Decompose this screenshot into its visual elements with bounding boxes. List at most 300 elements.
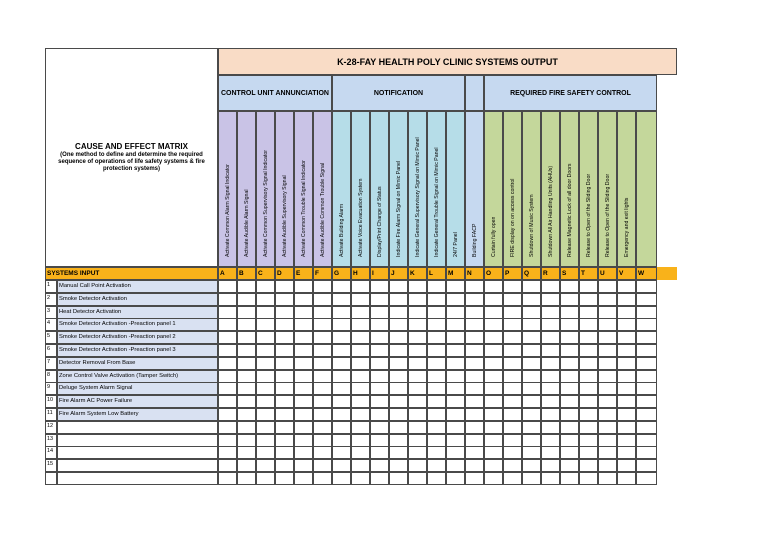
matrix-cell[interactable] bbox=[503, 459, 522, 472]
matrix-cell[interactable] bbox=[218, 459, 237, 472]
matrix-cell[interactable] bbox=[427, 395, 446, 408]
matrix-cell[interactable] bbox=[408, 434, 427, 447]
matrix-cell[interactable] bbox=[617, 344, 636, 357]
matrix-cell[interactable] bbox=[332, 382, 351, 395]
matrix-cell[interactable] bbox=[617, 280, 636, 293]
matrix-cell[interactable] bbox=[313, 472, 332, 485]
matrix-cell[interactable] bbox=[370, 459, 389, 472]
matrix-cell[interactable] bbox=[351, 459, 370, 472]
matrix-cell[interactable] bbox=[351, 331, 370, 344]
matrix-cell[interactable] bbox=[617, 318, 636, 331]
matrix-cell[interactable] bbox=[598, 280, 617, 293]
matrix-cell[interactable] bbox=[332, 357, 351, 370]
matrix-cell[interactable] bbox=[560, 318, 579, 331]
matrix-cell[interactable] bbox=[256, 395, 275, 408]
matrix-cell[interactable] bbox=[332, 459, 351, 472]
matrix-cell[interactable] bbox=[579, 280, 598, 293]
matrix-cell[interactable] bbox=[237, 459, 256, 472]
matrix-cell[interactable] bbox=[275, 395, 294, 408]
matrix-cell[interactable] bbox=[465, 408, 484, 421]
matrix-cell[interactable] bbox=[522, 446, 541, 459]
matrix-cell[interactable] bbox=[560, 446, 579, 459]
matrix-cell[interactable] bbox=[522, 293, 541, 306]
matrix-cell[interactable] bbox=[237, 344, 256, 357]
matrix-cell[interactable] bbox=[370, 280, 389, 293]
matrix-cell[interactable] bbox=[389, 382, 408, 395]
matrix-cell[interactable] bbox=[465, 280, 484, 293]
matrix-cell[interactable] bbox=[313, 344, 332, 357]
matrix-cell[interactable] bbox=[256, 344, 275, 357]
matrix-cell[interactable] bbox=[446, 421, 465, 434]
matrix-cell[interactable] bbox=[275, 408, 294, 421]
matrix-cell[interactable] bbox=[484, 421, 503, 434]
matrix-cell[interactable] bbox=[484, 395, 503, 408]
matrix-cell[interactable] bbox=[237, 395, 256, 408]
matrix-cell[interactable] bbox=[541, 459, 560, 472]
matrix-cell[interactable] bbox=[617, 382, 636, 395]
matrix-cell[interactable] bbox=[275, 382, 294, 395]
matrix-cell[interactable] bbox=[465, 357, 484, 370]
matrix-cell[interactable] bbox=[313, 293, 332, 306]
matrix-cell[interactable] bbox=[484, 306, 503, 319]
matrix-cell[interactable] bbox=[427, 293, 446, 306]
matrix-cell[interactable] bbox=[408, 472, 427, 485]
matrix-cell[interactable] bbox=[446, 395, 465, 408]
matrix-cell[interactable] bbox=[294, 331, 313, 344]
matrix-cell[interactable] bbox=[427, 434, 446, 447]
matrix-cell[interactable] bbox=[560, 370, 579, 383]
matrix-cell[interactable] bbox=[579, 318, 598, 331]
matrix-cell[interactable] bbox=[294, 446, 313, 459]
matrix-cell[interactable] bbox=[332, 318, 351, 331]
matrix-cell[interactable] bbox=[294, 395, 313, 408]
matrix-cell[interactable] bbox=[427, 357, 446, 370]
matrix-cell[interactable] bbox=[598, 434, 617, 447]
matrix-cell[interactable] bbox=[218, 331, 237, 344]
matrix-cell[interactable] bbox=[636, 434, 657, 447]
matrix-cell[interactable] bbox=[522, 331, 541, 344]
matrix-cell[interactable] bbox=[313, 318, 332, 331]
matrix-cell[interactable] bbox=[541, 370, 560, 383]
matrix-cell[interactable] bbox=[351, 395, 370, 408]
matrix-cell[interactable] bbox=[560, 306, 579, 319]
matrix-cell[interactable] bbox=[256, 357, 275, 370]
matrix-cell[interactable] bbox=[313, 370, 332, 383]
matrix-cell[interactable] bbox=[218, 446, 237, 459]
matrix-cell[interactable] bbox=[389, 472, 408, 485]
matrix-cell[interactable] bbox=[389, 306, 408, 319]
matrix-cell[interactable] bbox=[522, 370, 541, 383]
matrix-cell[interactable] bbox=[256, 331, 275, 344]
matrix-cell[interactable] bbox=[560, 357, 579, 370]
matrix-cell[interactable] bbox=[560, 331, 579, 344]
matrix-cell[interactable] bbox=[408, 318, 427, 331]
matrix-cell[interactable] bbox=[237, 306, 256, 319]
matrix-cell[interactable] bbox=[446, 331, 465, 344]
matrix-cell[interactable] bbox=[446, 434, 465, 447]
matrix-cell[interactable] bbox=[522, 382, 541, 395]
matrix-cell[interactable] bbox=[370, 395, 389, 408]
matrix-cell[interactable] bbox=[256, 306, 275, 319]
matrix-cell[interactable] bbox=[370, 306, 389, 319]
matrix-cell[interactable] bbox=[237, 293, 256, 306]
matrix-cell[interactable] bbox=[332, 370, 351, 383]
matrix-cell[interactable] bbox=[408, 395, 427, 408]
matrix-cell[interactable] bbox=[522, 459, 541, 472]
matrix-cell[interactable] bbox=[503, 344, 522, 357]
matrix-cell[interactable] bbox=[503, 408, 522, 421]
matrix-cell[interactable] bbox=[237, 472, 256, 485]
matrix-cell[interactable] bbox=[598, 472, 617, 485]
matrix-cell[interactable] bbox=[579, 370, 598, 383]
matrix-cell[interactable] bbox=[446, 459, 465, 472]
matrix-cell[interactable] bbox=[484, 318, 503, 331]
matrix-cell[interactable] bbox=[256, 408, 275, 421]
matrix-cell[interactable] bbox=[294, 293, 313, 306]
matrix-cell[interactable] bbox=[503, 293, 522, 306]
matrix-cell[interactable] bbox=[332, 293, 351, 306]
matrix-cell[interactable] bbox=[446, 280, 465, 293]
matrix-cell[interactable] bbox=[598, 331, 617, 344]
matrix-cell[interactable] bbox=[446, 472, 465, 485]
matrix-cell[interactable] bbox=[446, 382, 465, 395]
matrix-cell[interactable] bbox=[294, 459, 313, 472]
matrix-cell[interactable] bbox=[408, 459, 427, 472]
matrix-cell[interactable] bbox=[237, 318, 256, 331]
matrix-cell[interactable] bbox=[579, 344, 598, 357]
matrix-cell[interactable] bbox=[218, 370, 237, 383]
matrix-cell[interactable] bbox=[598, 318, 617, 331]
matrix-cell[interactable] bbox=[446, 293, 465, 306]
matrix-cell[interactable] bbox=[332, 421, 351, 434]
matrix-cell[interactable] bbox=[465, 382, 484, 395]
matrix-cell[interactable] bbox=[465, 395, 484, 408]
matrix-cell[interactable] bbox=[218, 395, 237, 408]
matrix-cell[interactable] bbox=[294, 318, 313, 331]
matrix-cell[interactable] bbox=[636, 293, 657, 306]
matrix-cell[interactable] bbox=[256, 370, 275, 383]
matrix-cell[interactable] bbox=[389, 395, 408, 408]
matrix-cell[interactable] bbox=[370, 318, 389, 331]
matrix-cell[interactable] bbox=[560, 395, 579, 408]
matrix-cell[interactable] bbox=[579, 331, 598, 344]
matrix-cell[interactable] bbox=[389, 318, 408, 331]
matrix-cell[interactable] bbox=[598, 421, 617, 434]
matrix-cell[interactable] bbox=[332, 446, 351, 459]
matrix-cell[interactable] bbox=[636, 446, 657, 459]
matrix-cell[interactable] bbox=[617, 459, 636, 472]
matrix-cell[interactable] bbox=[465, 459, 484, 472]
matrix-cell[interactable] bbox=[427, 408, 446, 421]
matrix-cell[interactable] bbox=[522, 408, 541, 421]
matrix-cell[interactable] bbox=[465, 370, 484, 383]
matrix-cell[interactable] bbox=[484, 370, 503, 383]
matrix-cell[interactable] bbox=[560, 434, 579, 447]
matrix-cell[interactable] bbox=[256, 434, 275, 447]
matrix-cell[interactable] bbox=[218, 408, 237, 421]
matrix-cell[interactable] bbox=[636, 370, 657, 383]
matrix-cell[interactable] bbox=[617, 395, 636, 408]
matrix-cell[interactable] bbox=[446, 446, 465, 459]
matrix-cell[interactable] bbox=[617, 434, 636, 447]
matrix-cell[interactable] bbox=[218, 434, 237, 447]
matrix-cell[interactable] bbox=[598, 306, 617, 319]
matrix-cell[interactable] bbox=[617, 446, 636, 459]
matrix-cell[interactable] bbox=[579, 421, 598, 434]
matrix-cell[interactable] bbox=[351, 306, 370, 319]
matrix-cell[interactable] bbox=[484, 293, 503, 306]
matrix-cell[interactable] bbox=[389, 331, 408, 344]
matrix-cell[interactable] bbox=[427, 370, 446, 383]
matrix-cell[interactable] bbox=[427, 318, 446, 331]
matrix-cell[interactable] bbox=[351, 421, 370, 434]
matrix-cell[interactable] bbox=[465, 472, 484, 485]
matrix-cell[interactable] bbox=[408, 446, 427, 459]
matrix-cell[interactable] bbox=[598, 395, 617, 408]
matrix-cell[interactable] bbox=[218, 421, 237, 434]
matrix-cell[interactable] bbox=[503, 370, 522, 383]
matrix-cell[interactable] bbox=[465, 318, 484, 331]
matrix-cell[interactable] bbox=[427, 459, 446, 472]
matrix-cell[interactable] bbox=[313, 306, 332, 319]
matrix-cell[interactable] bbox=[522, 421, 541, 434]
matrix-cell[interactable] bbox=[294, 357, 313, 370]
matrix-cell[interactable] bbox=[256, 280, 275, 293]
matrix-cell[interactable] bbox=[598, 344, 617, 357]
matrix-cell[interactable] bbox=[579, 382, 598, 395]
matrix-cell[interactable] bbox=[332, 344, 351, 357]
matrix-cell[interactable] bbox=[617, 472, 636, 485]
matrix-cell[interactable] bbox=[636, 472, 657, 485]
matrix-cell[interactable] bbox=[503, 280, 522, 293]
matrix-cell[interactable] bbox=[560, 472, 579, 485]
matrix-cell[interactable] bbox=[636, 421, 657, 434]
matrix-cell[interactable] bbox=[351, 434, 370, 447]
matrix-cell[interactable] bbox=[237, 280, 256, 293]
matrix-cell[interactable] bbox=[636, 280, 657, 293]
matrix-cell[interactable] bbox=[370, 357, 389, 370]
matrix-cell[interactable] bbox=[275, 434, 294, 447]
matrix-cell[interactable] bbox=[484, 357, 503, 370]
matrix-cell[interactable] bbox=[617, 331, 636, 344]
matrix-cell[interactable] bbox=[579, 293, 598, 306]
matrix-cell[interactable] bbox=[218, 293, 237, 306]
matrix-cell[interactable] bbox=[503, 382, 522, 395]
matrix-cell[interactable] bbox=[408, 408, 427, 421]
matrix-cell[interactable] bbox=[541, 318, 560, 331]
matrix-cell[interactable] bbox=[294, 472, 313, 485]
matrix-cell[interactable] bbox=[351, 344, 370, 357]
matrix-cell[interactable] bbox=[427, 280, 446, 293]
matrix-cell[interactable] bbox=[370, 382, 389, 395]
matrix-cell[interactable] bbox=[636, 357, 657, 370]
matrix-cell[interactable] bbox=[465, 293, 484, 306]
matrix-cell[interactable] bbox=[389, 357, 408, 370]
matrix-cell[interactable] bbox=[503, 446, 522, 459]
matrix-cell[interactable] bbox=[484, 472, 503, 485]
matrix-cell[interactable] bbox=[617, 306, 636, 319]
matrix-cell[interactable] bbox=[389, 434, 408, 447]
matrix-cell[interactable] bbox=[598, 408, 617, 421]
matrix-cell[interactable] bbox=[579, 472, 598, 485]
matrix-cell[interactable] bbox=[389, 293, 408, 306]
matrix-cell[interactable] bbox=[408, 357, 427, 370]
matrix-cell[interactable] bbox=[370, 293, 389, 306]
matrix-cell[interactable] bbox=[541, 434, 560, 447]
matrix-cell[interactable] bbox=[522, 434, 541, 447]
matrix-cell[interactable] bbox=[484, 408, 503, 421]
matrix-cell[interactable] bbox=[313, 459, 332, 472]
matrix-cell[interactable] bbox=[484, 434, 503, 447]
matrix-cell[interactable] bbox=[541, 357, 560, 370]
matrix-cell[interactable] bbox=[484, 459, 503, 472]
matrix-cell[interactable] bbox=[560, 382, 579, 395]
matrix-cell[interactable] bbox=[351, 293, 370, 306]
matrix-cell[interactable] bbox=[427, 306, 446, 319]
matrix-cell[interactable] bbox=[560, 280, 579, 293]
matrix-cell[interactable] bbox=[560, 421, 579, 434]
matrix-cell[interactable] bbox=[275, 459, 294, 472]
matrix-cell[interactable] bbox=[636, 395, 657, 408]
matrix-cell[interactable] bbox=[351, 357, 370, 370]
matrix-cell[interactable] bbox=[408, 344, 427, 357]
matrix-cell[interactable] bbox=[503, 357, 522, 370]
matrix-cell[interactable] bbox=[503, 421, 522, 434]
matrix-cell[interactable] bbox=[218, 306, 237, 319]
matrix-cell[interactable] bbox=[313, 408, 332, 421]
matrix-cell[interactable] bbox=[522, 357, 541, 370]
matrix-cell[interactable] bbox=[465, 434, 484, 447]
matrix-cell[interactable] bbox=[332, 331, 351, 344]
matrix-cell[interactable] bbox=[218, 382, 237, 395]
matrix-cell[interactable] bbox=[560, 293, 579, 306]
matrix-cell[interactable] bbox=[465, 421, 484, 434]
matrix-cell[interactable] bbox=[484, 280, 503, 293]
matrix-cell[interactable] bbox=[275, 293, 294, 306]
matrix-cell[interactable] bbox=[503, 434, 522, 447]
matrix-cell[interactable] bbox=[351, 472, 370, 485]
matrix-cell[interactable] bbox=[370, 408, 389, 421]
matrix-cell[interactable] bbox=[465, 331, 484, 344]
matrix-cell[interactable] bbox=[237, 331, 256, 344]
matrix-cell[interactable] bbox=[427, 421, 446, 434]
matrix-cell[interactable] bbox=[294, 382, 313, 395]
matrix-cell[interactable] bbox=[313, 331, 332, 344]
matrix-cell[interactable] bbox=[579, 395, 598, 408]
matrix-cell[interactable] bbox=[389, 408, 408, 421]
matrix-cell[interactable] bbox=[617, 357, 636, 370]
matrix-cell[interactable] bbox=[332, 395, 351, 408]
matrix-cell[interactable] bbox=[275, 306, 294, 319]
matrix-cell[interactable] bbox=[351, 382, 370, 395]
matrix-cell[interactable] bbox=[237, 382, 256, 395]
matrix-cell[interactable] bbox=[332, 280, 351, 293]
matrix-cell[interactable] bbox=[256, 382, 275, 395]
matrix-cell[interactable] bbox=[237, 446, 256, 459]
matrix-cell[interactable] bbox=[484, 446, 503, 459]
matrix-cell[interactable] bbox=[351, 370, 370, 383]
matrix-cell[interactable] bbox=[256, 318, 275, 331]
matrix-cell[interactable] bbox=[598, 382, 617, 395]
matrix-cell[interactable] bbox=[446, 408, 465, 421]
matrix-cell[interactable] bbox=[579, 357, 598, 370]
matrix-cell[interactable] bbox=[636, 382, 657, 395]
matrix-cell[interactable] bbox=[313, 357, 332, 370]
matrix-cell[interactable] bbox=[427, 331, 446, 344]
matrix-cell[interactable] bbox=[351, 408, 370, 421]
matrix-cell[interactable] bbox=[408, 331, 427, 344]
matrix-cell[interactable] bbox=[617, 408, 636, 421]
matrix-cell[interactable] bbox=[503, 395, 522, 408]
matrix-cell[interactable] bbox=[256, 293, 275, 306]
matrix-cell[interactable] bbox=[636, 331, 657, 344]
matrix-cell[interactable] bbox=[579, 408, 598, 421]
matrix-cell[interactable] bbox=[332, 408, 351, 421]
matrix-cell[interactable] bbox=[503, 306, 522, 319]
matrix-cell[interactable] bbox=[294, 344, 313, 357]
matrix-cell[interactable] bbox=[427, 472, 446, 485]
matrix-cell[interactable] bbox=[218, 357, 237, 370]
matrix-cell[interactable] bbox=[522, 395, 541, 408]
matrix-cell[interactable] bbox=[484, 344, 503, 357]
matrix-cell[interactable] bbox=[484, 382, 503, 395]
matrix-cell[interactable] bbox=[275, 344, 294, 357]
matrix-cell[interactable] bbox=[389, 421, 408, 434]
matrix-cell[interactable] bbox=[313, 395, 332, 408]
matrix-cell[interactable] bbox=[256, 421, 275, 434]
matrix-cell[interactable] bbox=[617, 370, 636, 383]
matrix-cell[interactable] bbox=[427, 446, 446, 459]
matrix-cell[interactable] bbox=[370, 331, 389, 344]
matrix-cell[interactable] bbox=[332, 472, 351, 485]
matrix-cell[interactable] bbox=[237, 370, 256, 383]
matrix-cell[interactable] bbox=[218, 318, 237, 331]
matrix-cell[interactable] bbox=[389, 370, 408, 383]
matrix-cell[interactable] bbox=[275, 421, 294, 434]
matrix-cell[interactable] bbox=[313, 421, 332, 434]
matrix-cell[interactable] bbox=[256, 459, 275, 472]
matrix-cell[interactable] bbox=[446, 357, 465, 370]
matrix-cell[interactable] bbox=[522, 318, 541, 331]
matrix-cell[interactable] bbox=[370, 421, 389, 434]
matrix-cell[interactable] bbox=[579, 459, 598, 472]
matrix-cell[interactable] bbox=[503, 472, 522, 485]
matrix-cell[interactable] bbox=[598, 293, 617, 306]
matrix-cell[interactable] bbox=[636, 459, 657, 472]
matrix-cell[interactable] bbox=[370, 434, 389, 447]
matrix-cell[interactable] bbox=[465, 446, 484, 459]
matrix-cell[interactable] bbox=[256, 446, 275, 459]
matrix-cell[interactable] bbox=[617, 421, 636, 434]
matrix-cell[interactable] bbox=[218, 472, 237, 485]
matrix-cell[interactable] bbox=[579, 446, 598, 459]
matrix-cell[interactable] bbox=[313, 280, 332, 293]
matrix-cell[interactable] bbox=[522, 344, 541, 357]
matrix-cell[interactable] bbox=[218, 344, 237, 357]
matrix-cell[interactable] bbox=[465, 344, 484, 357]
matrix-cell[interactable] bbox=[446, 370, 465, 383]
matrix-cell[interactable] bbox=[294, 434, 313, 447]
matrix-cell[interactable] bbox=[294, 408, 313, 421]
matrix-cell[interactable] bbox=[218, 280, 237, 293]
matrix-cell[interactable] bbox=[484, 331, 503, 344]
matrix-cell[interactable] bbox=[389, 344, 408, 357]
matrix-cell[interactable] bbox=[389, 446, 408, 459]
matrix-cell[interactable] bbox=[541, 344, 560, 357]
matrix-cell[interactable] bbox=[541, 395, 560, 408]
matrix-cell[interactable] bbox=[560, 408, 579, 421]
matrix-cell[interactable] bbox=[313, 446, 332, 459]
